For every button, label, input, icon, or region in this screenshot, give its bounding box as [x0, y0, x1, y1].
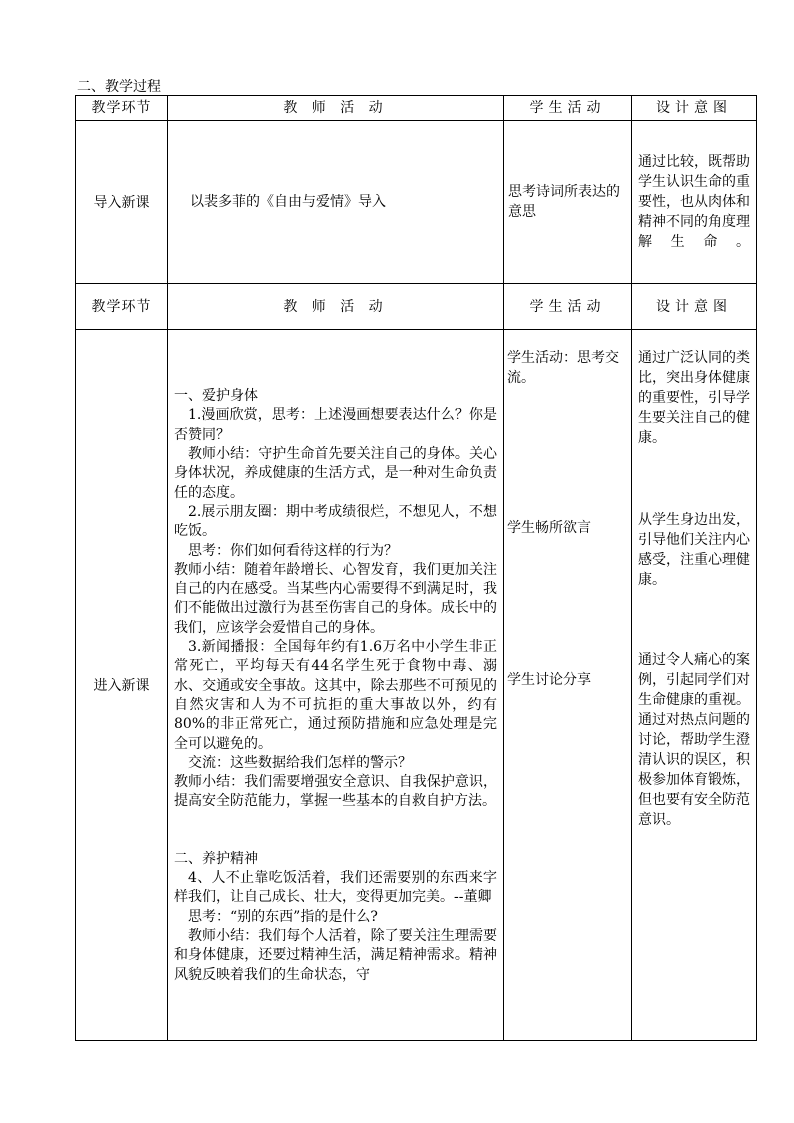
student-item: 学生讨论分享 — [507, 672, 591, 688]
intro-student-activity: 思考诗词所表达的意思 — [504, 121, 632, 284]
header-stage: 教学环节 — [76, 96, 168, 121]
teaching-process-table — [75, 95, 757, 1041]
header-teacher-activity-2: 教 师 活 动 — [168, 284, 504, 330]
intro-row — [76, 121, 757, 284]
teacher-line: 教师小结：我们每个人活着，除了要关注生理需要和身体健康，还要过精神生活，满足精神需求。精神风貌反映着我们的生命状态，守 — [174, 927, 497, 983]
intro-stage: 导入新课 — [76, 121, 168, 284]
student-item: 学生活动：思考交流。 — [507, 350, 619, 386]
main-row — [76, 330, 757, 1041]
intro-design-intent: 通过比较，既帮助学生认识生命的重要性，也从肉体和精神不同的角度理解生命。 — [632, 121, 757, 284]
design-item: 从学生身边出发，引导他们关注内心感受，注重心理健康。 — [638, 512, 750, 588]
teacher-line: 教师小结：随着年龄增长、心智发育，我们更加关注自己的内在感受。当某些内心需要得不到满足时，我们不能做出过激行为甚至伤害自己的身体。成长中的我们，应该学会爱惜自己的身体。 — [174, 561, 497, 636]
teacher-line: 教师小结：守护生命首先要关注自己的身体。关心身体状况，养成健康的生活方式，是一种对生命负责任的态度。 — [174, 446, 497, 501]
teacher-line: 思考：“别的东西”指的是什么? — [188, 908, 378, 925]
heading-protect-body: 一、爱护身体 — [174, 388, 258, 405]
design-item: 通过广泛认同的类比，突出身体健康的重要性，引导学生要关注自己的健康。 — [638, 350, 750, 446]
teacher-line: 2.展示朋友圈：期中考成绩很烂，不想见人，不想吃饭。 — [174, 503, 497, 540]
header-row — [76, 96, 757, 121]
teacher-line: 1.漫画欣赏，思考：上述漫画想要表达什么？你是否赞同？ — [174, 407, 497, 443]
teacher-line: 3.新闻播报：全国每年约有1.6万名中小学生非正常死亡，平均每天有44名学生死于食物中毒、溺水、交通或安全事故。这其中，除去那些不可预见的自然灾害和人为不可抗拒的重大事故以外，约有80%的非正常死亡，通过预防措施和应急处理是完全可以避免的。 — [174, 639, 497, 752]
main-design-intent — [632, 330, 757, 1041]
header-teacher-activity: 教 师 活 动 — [168, 96, 504, 121]
header-student-activity-2: 学生活动 — [504, 284, 632, 330]
main-teacher-activity — [168, 330, 504, 1041]
teacher-line: 交流：这些数据给我们怎样的警示？ — [188, 754, 412, 771]
student-item: 学生畅所欲言 — [507, 520, 591, 536]
main-student-activity — [504, 330, 632, 1041]
header-student-activity: 学生活动 — [504, 96, 632, 121]
header-stage-2: 教学环节 — [76, 284, 168, 330]
design-item: 通过令人痛心的案例，引起同学们对生命健康的重视。通过对热点问题的讨论，帮助学生澄清认识的误区，积极参加体育锻炼，但也要有安全防范意识。 — [638, 652, 750, 828]
heading-nourish-spirit: 二、养护精神 — [174, 850, 258, 867]
teacher-line: 思考：你们如何看待这样的行为？ — [188, 542, 398, 559]
main-stage: 进入新课 — [76, 330, 168, 1041]
section-title: 二、教学过程 — [77, 79, 161, 95]
teacher-line: 4、人不止靠吃饭活着，我们还需要别的东西来字样我们，让自己成长、壮大，变得更加完美。--董卿 — [174, 870, 497, 906]
header-design-intent-2: 设计意图 — [632, 284, 757, 330]
teacher-line: 教师小结：我们需要增强安全意识、自我保护意识，提高安全防范能力，掌握一些基本的自救自护方法。 — [174, 774, 497, 810]
header-row-repeat — [76, 284, 757, 330]
intro-teacher-activity: 以裴多菲的《自由与爱情》导入 — [168, 121, 504, 284]
header-design-intent: 设计意图 — [632, 96, 757, 121]
